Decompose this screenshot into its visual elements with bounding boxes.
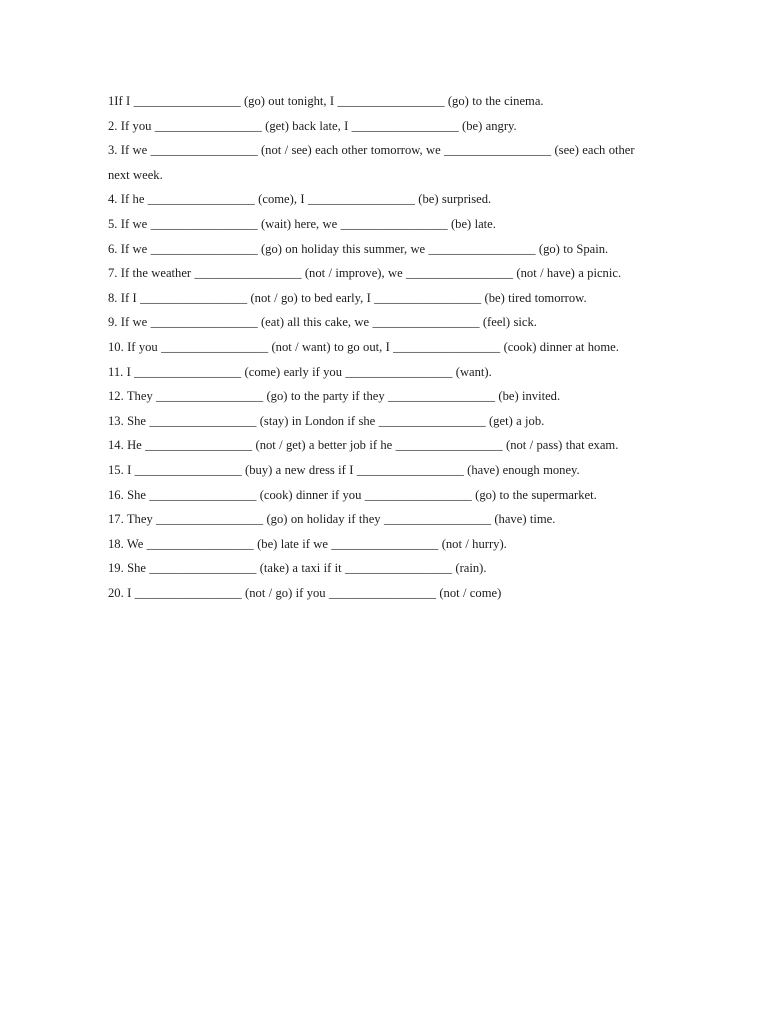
exercise-16: 16. She _________________ (cook) dinner if you _________________ (go) to the supermarket. xyxy=(108,487,597,502)
exercise-9: 9. If we _________________ (eat) all this cake, we _________________ (feel) sick. xyxy=(108,315,537,330)
exercise-3: 3. If we _________________ (not / see) each other tomorrow, we _________________ (see) each other next week. xyxy=(108,143,635,182)
exercise-18: 18. We _________________ (be) late if we _________________ (not / hurry). xyxy=(108,536,507,551)
exercise-19: 19. She _________________ (take) a taxi if it _________________ (rain). xyxy=(108,561,487,576)
exercise-10: 10. If you _________________ (not / want) to go out, I _________________ (cook) dinner at home. xyxy=(108,339,619,354)
exercise-list xyxy=(108,89,653,605)
exercise-1: 1If I _________________ (go) out tonight, I _________________ (go) to the cinema. xyxy=(108,94,544,108)
exercise-11: 11. I _________________ (come) early if you _________________ (want). xyxy=(108,364,492,379)
exercise-4: 4. If he _________________ (come), I _________________ (be) surprised. xyxy=(108,192,492,207)
exercise-14: 14. He _________________ (not / get) a better job if he _________________ (not / pass) that exam. xyxy=(108,438,619,453)
exercise-17: 17. They _________________ (go) on holiday if they _________________ (have) time. xyxy=(108,512,556,527)
exercise-7: 7. If the weather _________________ (not / improve), we _________________ (not / have) a picnic. xyxy=(108,266,622,281)
exercise-20: 20. I _________________ (not / go) if you _________________ (not / come) xyxy=(108,585,502,600)
exercise-15: 15. I _________________ (buy) a new dress if I _________________ (have) enough money. xyxy=(108,462,580,477)
exercise-13: 13. She _________________ (stay) in London if she _________________ (get) a job. xyxy=(108,413,545,428)
exercise-5: 5. If we _________________ (wait) here, we _________________ (be) late. xyxy=(108,216,496,231)
exercise-8: 8. If I _________________ (not / go) to bed early, I _________________ (be) tired tomorrow. xyxy=(108,290,587,305)
exercise-6: 6. If we _________________ (go) on holiday this summer, we _________________ (go) to Spain. xyxy=(108,241,609,256)
exercise-2: 2. If you _________________ (get) back late, I _________________ (be) angry. xyxy=(108,118,517,133)
exercise-12: 12. They _________________ (go) to the party if they _________________ (be) invited. xyxy=(108,389,561,404)
